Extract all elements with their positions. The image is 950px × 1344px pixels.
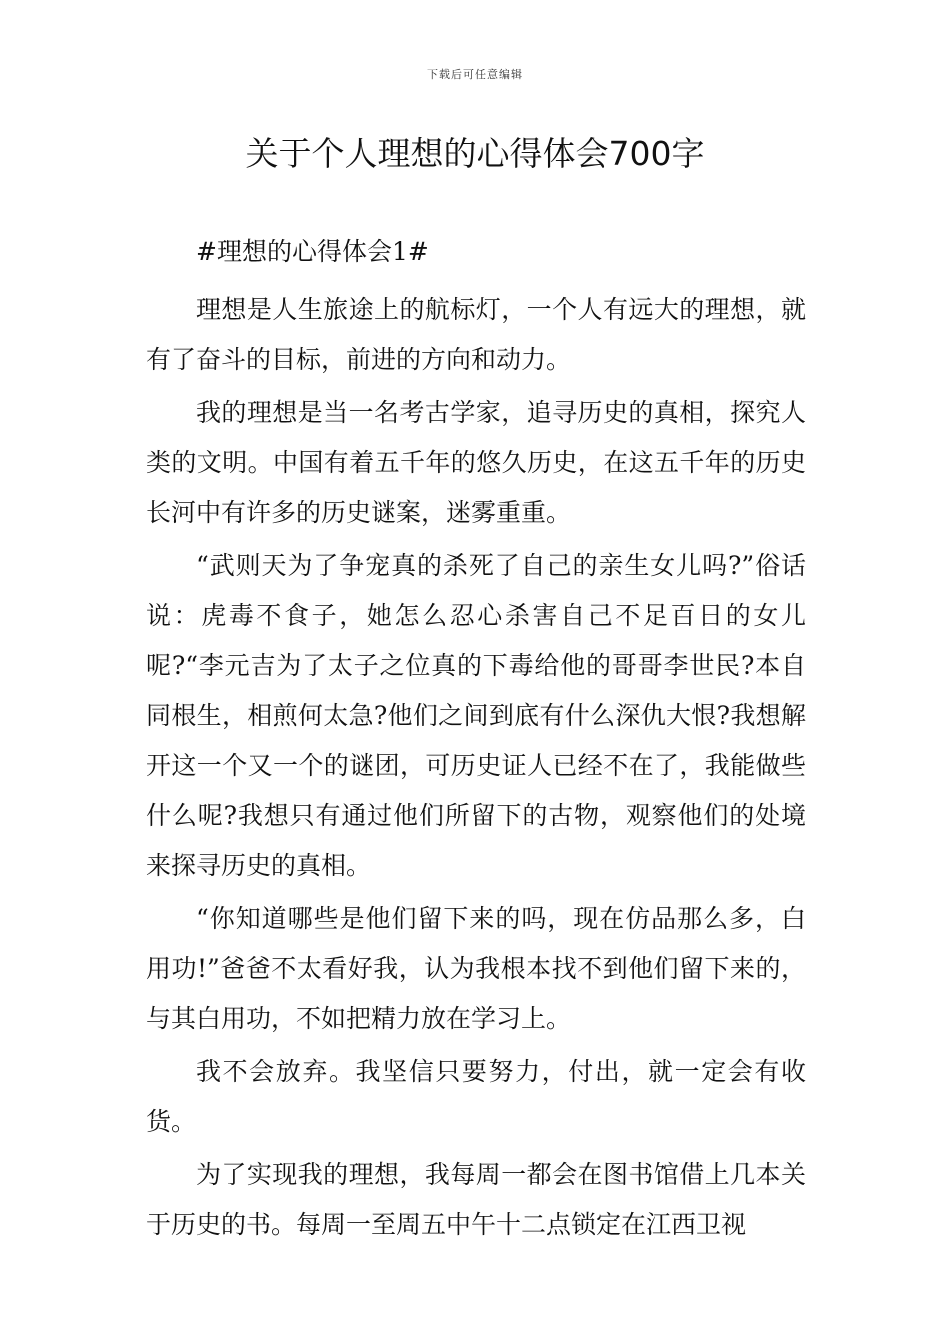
paragraph: 我的理想是当一名考古学家，追寻历史的真相，探究人类的文明。中国有着五千年的悠久历史，在这五千年的历史长河中有许多的历史谜案，迷雾重重。 [146, 398, 806, 527]
paragraph: 理想是人生旅途上的航标灯，一个人有远大的理想，就有了奋斗的目标，前进的方向和动力。 [146, 295, 806, 374]
paragraph: “你知道哪些是他们留下来的吗，现在仿品那么多，白用功!”爸爸不太看好我，认为我根本找不到他们留下来的，与其白用功，不如把精力放在学习上。 [146, 904, 806, 1033]
document-body [146, 227, 806, 1253]
paragraph: “武则天为了争宠真的杀死了自己的亲生女儿吗?”俗话说：虎毒不食子，她怎么忍心杀害自己不足百日的女儿呢?“李元吉为了太子之位真的下毒给他的哥哥李世民?本自同根生，相煎何太急?他们之间到底有什么深仇大恨?我想解开这一个又一个的谜团，可历史证人已经不在了，我能做些什么呢?我想只有通过他们所留下的古物，观察他们的处境来探寻历史的真相。 [146, 551, 806, 880]
section-heading: #理想的心得体会1# [196, 237, 429, 266]
paragraph: 我不会放弃。我坚信只要努力，付出，就一定会有收货。 [146, 1057, 806, 1136]
document-title: 关于个人理想的心得体会700字 [245, 134, 705, 173]
header-note: 下载后可任意编辑 [427, 68, 523, 81]
paragraph: 为了实现我的理想，我每周一都会在图书馆借上几本关于历史的书。每周一至周五中午十二点锁定在江西卫视 [146, 1160, 806, 1239]
